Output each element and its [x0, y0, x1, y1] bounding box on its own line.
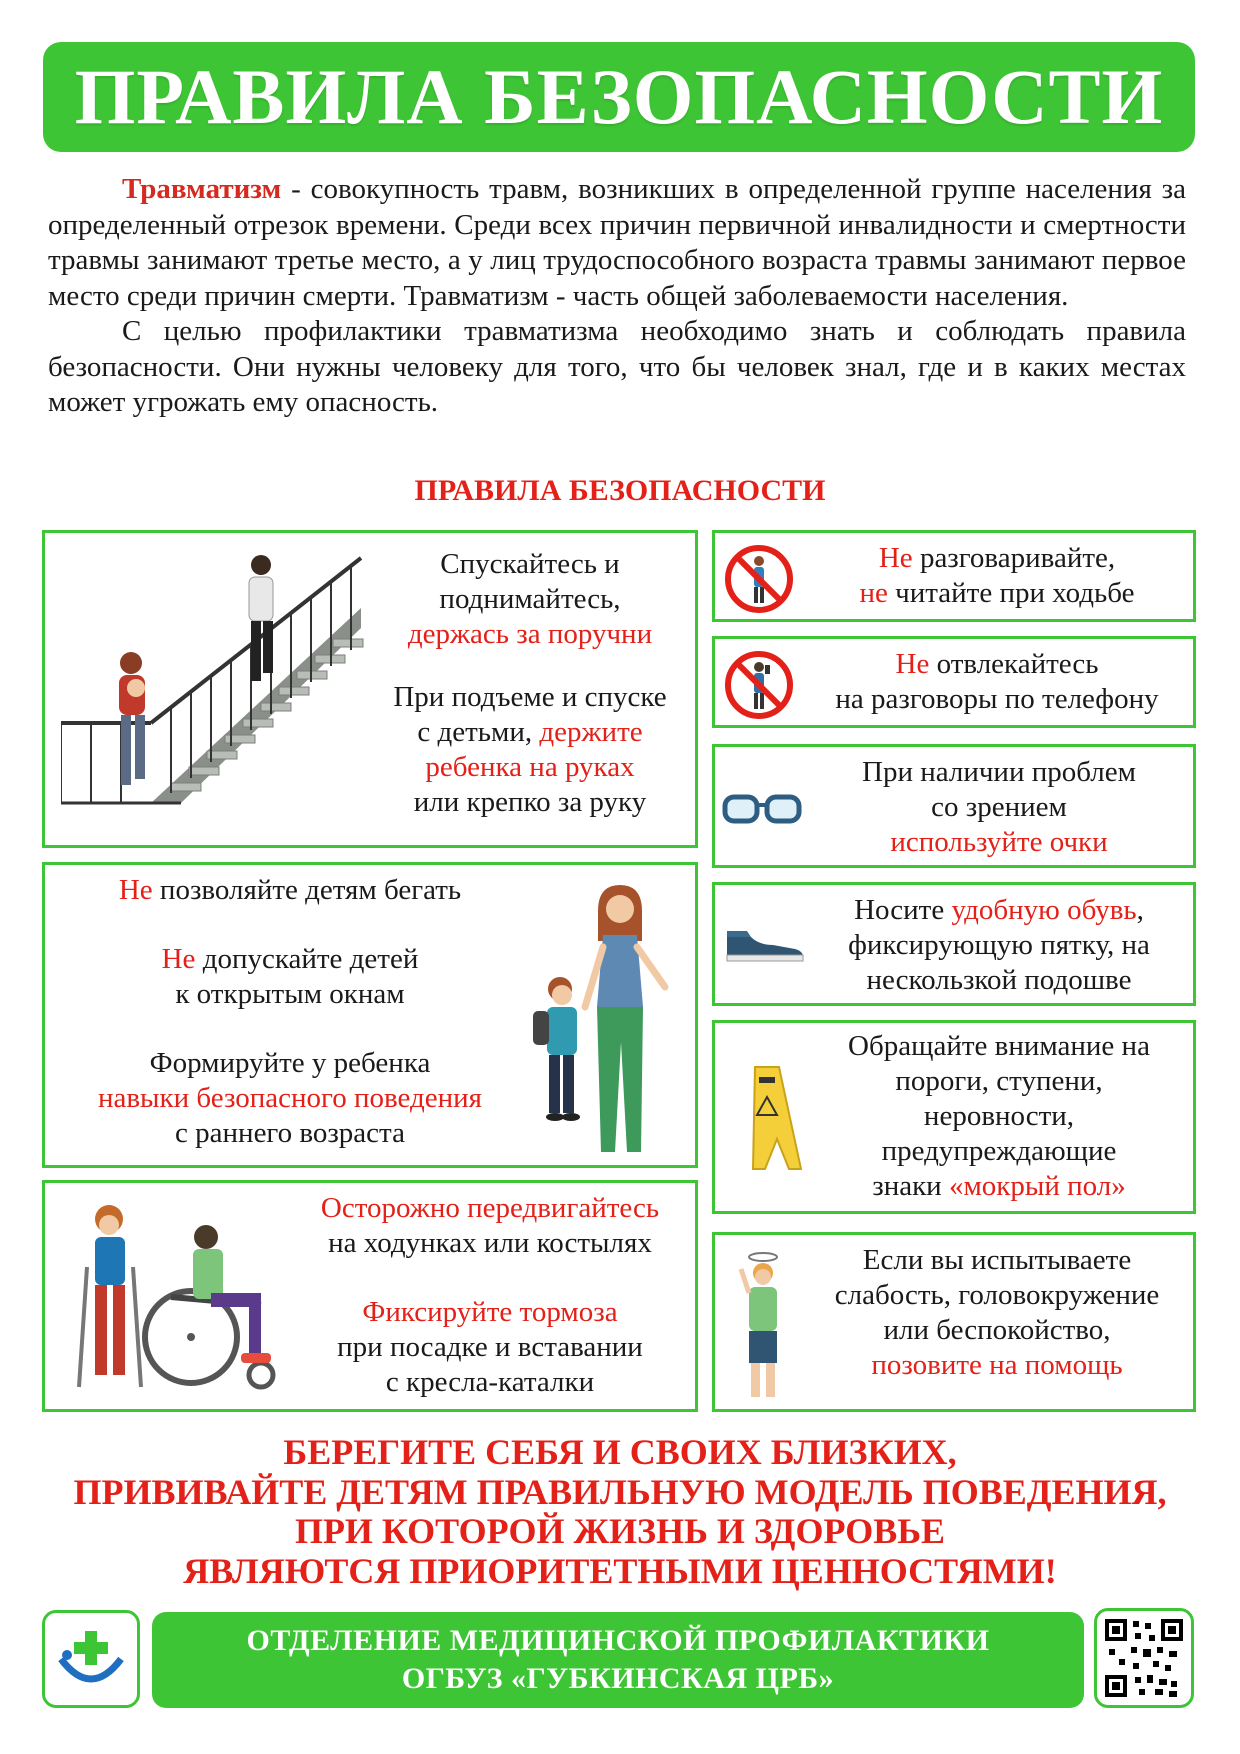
- footer-banner: [152, 1612, 1084, 1708]
- floor-line-3: неровности,: [923, 1100, 1075, 1132]
- closing-slogan: [0, 1433, 1240, 1591]
- mobility-line-3: Фиксируйте тормоза: [362, 1296, 618, 1328]
- mobility-rule-card: [42, 1180, 698, 1412]
- children-line-1: Не позволяйте детям бегать: [118, 874, 462, 906]
- logo: [42, 1610, 140, 1708]
- glasses-line-3: используйте очки: [890, 826, 1108, 858]
- title-banner: [43, 42, 1195, 152]
- stairs-line-5: с детьми, держите: [417, 716, 643, 748]
- closing-line-2: ПРИВИВАЙТЕ ДЕТЯМ ПРАВИЛЬНУЮ МОДЕЛЬ ПОВЕДЕНИЯ,: [73, 1471, 1167, 1512]
- stairs-line-1: Спускайтесь и: [440, 548, 620, 580]
- logo-icon: [45, 1613, 137, 1705]
- floor-line-1: Обращайте внимание на: [848, 1030, 1150, 1062]
- floor-line-2: пороги, ступени,: [895, 1065, 1103, 1097]
- stairs-line-7: или крепко за руку: [413, 786, 647, 818]
- glasses-icon: [721, 791, 805, 827]
- no-reading-icon: [723, 543, 795, 615]
- floor-line-4: предупреждающие: [881, 1135, 1117, 1167]
- closing-line-1: БЕРЕГИТЕ СЕБЯ И СВОИХ БЛИЗКИХ,: [283, 1432, 957, 1472]
- children-line-3: к открытым окнам: [175, 978, 405, 1010]
- qr-code[interactable]: [1094, 1608, 1194, 1708]
- stairs-line-4: При подъеме и спуске: [393, 681, 667, 713]
- wet-floor-sign-icon: [725, 1063, 805, 1173]
- walking-line-2: не читайте при ходьбе: [859, 577, 1135, 609]
- page-title: ПРАВИЛА БЕЗОПАСНОСТИ: [74, 53, 1164, 140]
- stairs-line-6: ребенка на руках: [425, 751, 635, 783]
- floor-line-5: знаки «мокрый пол»: [872, 1170, 1126, 1202]
- stairs-illustration: [61, 553, 411, 833]
- stairs-line-3: держась за поручни: [407, 618, 653, 650]
- walking-rule-card: [712, 530, 1196, 622]
- glasses-line-1: При наличии проблем: [862, 756, 1136, 788]
- stairs-line-2: поднимайтесь,: [439, 583, 621, 615]
- stairs-rule-card: [42, 530, 698, 848]
- footer-line-1: ОТДЕЛЕНИЕ МЕДИЦИНСКОЙ ПРОФИЛАКТИКИ: [246, 1624, 990, 1657]
- wheelchair-illustration: [61, 1197, 289, 1407]
- closing-line-3: ПРИ КОТОРОЙ ЖИЗНЬ И ЗДОРОВЬЕ: [294, 1511, 946, 1551]
- phone-line-1: Не отвлекайтесь: [895, 648, 1099, 680]
- children-line-5: навыки безопасного поведения: [97, 1082, 483, 1114]
- intro-paragraph-2: С целью профилактики травматизма необходимо знать и соблюдать правила безопасности. Они нужны человеку для того, что бы человек знал, где и в каких местах может угрожать ему опасность.: [48, 315, 1186, 418]
- children-rule-card: [42, 862, 698, 1168]
- children-line-4: Формируйте у ребенка: [149, 1047, 431, 1079]
- closing-line-4: ЯВЛЯЮТСЯ ПРИОРИТЕТНЫМИ ЦЕННОСТЯМИ!: [183, 1550, 1057, 1591]
- dizzy-line-3: или беспокойство,: [883, 1314, 1111, 1346]
- mobility-line-5: с кресла-каталки: [385, 1366, 595, 1398]
- dizzy-line-4: позовите на помощь: [871, 1349, 1123, 1381]
- shoes-line-3: нескользкой подошве: [866, 964, 1132, 996]
- mother-child-illustration: [525, 877, 695, 1163]
- mobility-line-1: Осторожно передвигайтесь: [320, 1192, 660, 1224]
- intro-paragraph-1: Травматизм - совокупность травм, возникших в определенной группе населения за определенный отрезок времени. Среди всех причин первичной инвалидности и смертности травмы занимают третье место, а у лиц трудоспособного возраста травмы занимают первое место среди причин смерти. Травматизм - часть общей заболеваемости населения.: [48, 173, 1186, 312]
- phone-rule-card: [712, 636, 1196, 728]
- children-line-6: с раннего возраста: [175, 1117, 405, 1149]
- dizzy-line-2: слабость, головокружение: [834, 1279, 1160, 1311]
- floor-rule-card: [712, 1020, 1196, 1214]
- sneaker-icon: [723, 927, 805, 965]
- shoes-line-1: Носите удобную обувь,: [854, 894, 1144, 926]
- mobility-line-2: на ходунках или костылях: [328, 1227, 652, 1259]
- mobility-line-4: при посадке и вставании: [337, 1331, 643, 1363]
- walking-line-1: Не разговаривайте,: [878, 542, 1116, 574]
- no-phone-icon: [723, 649, 795, 721]
- footer-line-2: ОГБУЗ «ГУБКИНСКАЯ ЦРБ»: [401, 1662, 835, 1695]
- shoes-line-2: фиксирующую пятку, на: [848, 929, 1150, 961]
- qr-code-icon: [1105, 1619, 1183, 1697]
- shoes-rule-card: [712, 882, 1196, 1006]
- children-line-2: Не допускайте детей: [161, 943, 419, 975]
- glasses-line-2: со зрением: [931, 791, 1067, 823]
- section-title: ПРАВИЛА БЕЗОПАСНОСТИ: [414, 474, 826, 507]
- dizzy-woman-illustration: [731, 1249, 801, 1403]
- intro-term: Травматизм: [122, 173, 282, 205]
- dizzy-rule-card: [712, 1232, 1196, 1412]
- dizzy-line-1: Если вы испытываете: [862, 1244, 1132, 1276]
- intro-text: [48, 172, 1186, 421]
- phone-line-2: на разговоры по телефону: [835, 683, 1159, 715]
- glasses-rule-card: [712, 744, 1196, 868]
